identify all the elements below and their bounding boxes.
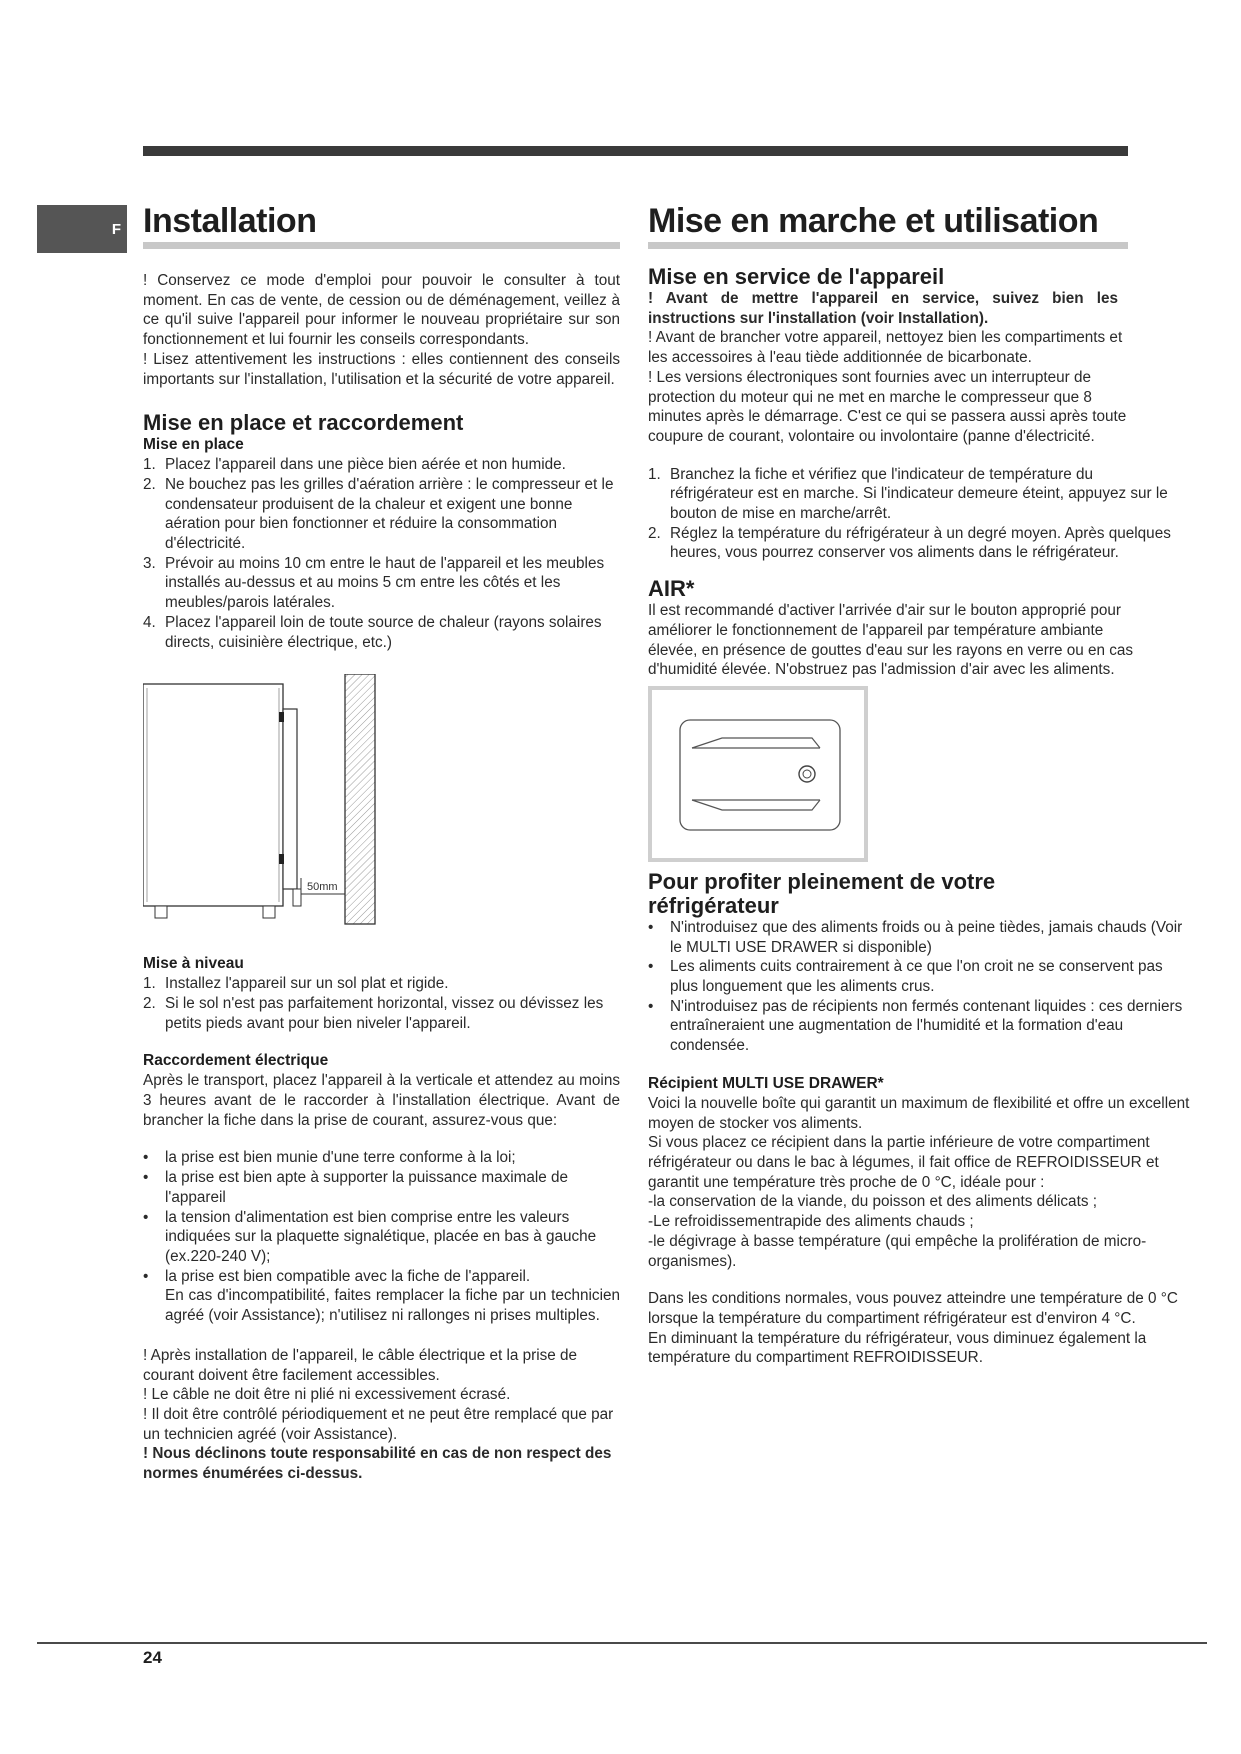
warning: ! Il doit être contrôlé périodiquement et ne peut être remplacé que par un technicien agréé (voir Assistance). xyxy=(143,1405,614,1443)
fridge-body xyxy=(143,684,283,906)
language-tab: F xyxy=(37,205,127,253)
service-warning: ! Avant de mettre l'appareil en service, suivez bien les instructions sur l'installation (voir Installation). xyxy=(648,290,1118,327)
service-paragraph: ! Les versions électroniques sont fournies avec un interrupteur de protection du moteur qui ne met en marche le compresseur que 8 minutes après le démarrage. C'est ce qui se passera aussi après toute coupure de courant, volontaire ou involontaire (panne d'électricité. xyxy=(648,368,1127,445)
page-number: 24 xyxy=(143,1648,162,1667)
service-paragraph: ! Avant de brancher votre appareil, nettoyez bien les compartiments et les accessoires à l'eau tiède additionnée de bicarbonate. xyxy=(648,329,1123,367)
clearance-diagram xyxy=(143,674,620,934)
list-item: 1. Branchez la fiche et vérifiez que l'indicateur de température du réfrigérateur est en marche. Si l'indicateur demeure éteint, appuyez sur le bouton de mise en marche/arrêt. xyxy=(648,465,1168,523)
service-title: Mise en service de l'appareil xyxy=(648,264,945,289)
tips-title: Pour profiter pleinement de votre réfrigérateur xyxy=(648,868,996,918)
warning: ! Après installation de l'appareil, le câble électrique et la prise de courant doivent être facilement accessibles. xyxy=(143,1346,578,1384)
startup-column xyxy=(648,200,1208,1368)
drawer-text: Voici la nouvelle boîte qui garantit un maximum de flexibilité et offre un excellent moyen de stocker vos aliments. Si vous placez ce récipient dans la partie inférieure de votre compartiment réfrigérateur ou dans le bac à légumes, il fait office de REFROIDISSEUR et garantit une température très proche de 0 °C, idéale pour : -la conservation de la viande, du poisson et des aliments délicats ; -Le refroidissementrapide des aliments chauds ; -le dégivrage à basse température (qui empêche la prolifération de micro-organismes). xyxy=(648,1094,1190,1270)
wall xyxy=(345,674,375,924)
intro-paragraph: ! Conservez ce mode d'emploi pour pouvoir le consulter à tout moment. En cas de vente, de cession ou de déménagement, veillez à ce qu'il suive l'appareil pour informer le nouveau propriétaire sur son fonctionnement et lui fournir les conseils correspondants. xyxy=(143,272,620,349)
closing-text: Dans les conditions normales, vous pouvez atteindre une température de 0 °C lorsque la température du compartiment réfrigérateur est d'environ 4 °C. En diminuant la température du réfrigérateur, vous diminuez également la température du compartiment REFROIDISSEUR. xyxy=(648,1290,1178,1367)
fridge-door xyxy=(283,709,297,889)
intro-paragraph: ! Lisez attentivement les instructions : elles contiennent des conseils importants sur l'installation, l'utilisation et la sécurité de votre appareil. xyxy=(143,350,620,388)
electrical-note: En cas d'incompatibilité, faites remplacer la fiche par un technicien agréé (voir Assistance); n'utilisez ni rallonges ni prises multiples. xyxy=(165,1287,620,1325)
clearance-label: 50mm xyxy=(307,881,338,894)
startup-title: Mise en marche et utilisation xyxy=(648,200,1128,249)
list-item: • la tension d'alimentation est bien comprise entre les valeurs indiquées sur la plaquette signalétique, placée en bas à gauche (ex.220-240 V); xyxy=(143,1208,597,1265)
electrical-checklist xyxy=(143,1148,620,1286)
placement-list xyxy=(143,455,620,652)
electrical-title: Raccordement électrique xyxy=(143,1052,329,1070)
tips-list xyxy=(648,918,1188,1056)
list-item: 3. Prévoir au moins 10 cm entre le haut de l'appareil et les meubles installés au-dessus et au moins 5 cm entre les côtés et les meubles/parois latérales. xyxy=(143,554,605,612)
air-title: AIR* xyxy=(648,576,695,602)
footer-rule xyxy=(37,1642,1207,1644)
service-steps xyxy=(648,465,1178,564)
list-item: • la prise est bien apte à supporter la puissance maximale de l'appareil xyxy=(143,1169,569,1206)
list-item: 1. Placez l'appareil dans une pièce bien aérée et non humide. xyxy=(143,456,566,474)
list-item: 4. Placez l'appareil loin de toute source de chaleur (rayons solaires directs, cuisinière électrique, etc.) xyxy=(143,613,602,651)
list-item: • N'introduisez que des aliments froids ou à peine tièdes, jamais chauds (Voir le MULTI USE DRAWER si disponible) xyxy=(648,918,1183,956)
warning: ! Le câble ne doit être ni plié ni excessivement écrasé. xyxy=(143,1386,511,1404)
list-item: • la prise est bien compatible avec la fiche de l'appareil. xyxy=(143,1267,531,1285)
electrical-intro: Après le transport, placez l'appareil à la verticale et attendez au moins 3 heures avant de le raccorder à l'installation électrique. Avant de brancher la fiche dans la prise de courant, assurez-vous que: xyxy=(143,1072,620,1129)
leveling-list xyxy=(143,974,620,1033)
list-item: • Les aliments cuits contrairement à ce que l'on croit ne se conservent pas plus longuement que les aliments crus. xyxy=(648,958,1163,996)
leveling-title: Mise à niveau xyxy=(143,955,244,973)
list-item: 2. Réglez la température du réfrigérateur à un degré moyen. Après quelques heures, vous pourrez conserver vos aliments dans le réfrigérateur. xyxy=(648,524,1171,562)
list-item: 2. Ne bouchez pas les grilles d'aération arrière : le compresseur et le condensateur produisent de la chaleur et exigent une bonne aération pour bien fonctionner et réduire la consommation d'électricité. xyxy=(143,475,614,553)
drawer-title: Récipient MULTI USE DRAWER* xyxy=(648,1074,884,1092)
disclaimer: ! Nous déclinons toute responsabilité en cas de non respect des normes énumérées ci-dessus. xyxy=(143,1445,612,1483)
installation-column xyxy=(143,200,620,1484)
air-paragraph: Il est recommandé d'activer l'arrivée d'air sur le bouton approprié pour améliorer le fonctionnement de l'appareil par température ambiante élevée, en présence de gouttes d'eau sur les rayons en verre ou en cas d'humidité élevée. N'obstruez pas l'admission d'air avec les aliments. xyxy=(648,602,1134,679)
top-rule xyxy=(143,146,1128,156)
placement-subtitle: Mise en place xyxy=(143,436,244,454)
placement-section-title: Mise en place et raccordement xyxy=(143,410,464,436)
list-item: 1. Installez l'appareil sur un sol plat et rigide. xyxy=(143,975,449,993)
list-item: 2. Si le sol n'est pas parfaitement horizontal, vissez ou dévissez les petits pieds avant pour bien niveler l'appareil. xyxy=(143,994,604,1032)
list-item: • N'introduisez pas de récipients non fermés contenant liquides : ces derniers entraîneraient une augmentation de l'humidité et la formation d'eau condensée. xyxy=(648,997,1183,1055)
installation-title: Installation xyxy=(143,200,620,249)
air-button-illustration xyxy=(648,686,868,862)
warnings xyxy=(143,1346,620,1484)
list-item: • la prise est bien munie d'une terre conforme à la loi; xyxy=(143,1149,516,1167)
